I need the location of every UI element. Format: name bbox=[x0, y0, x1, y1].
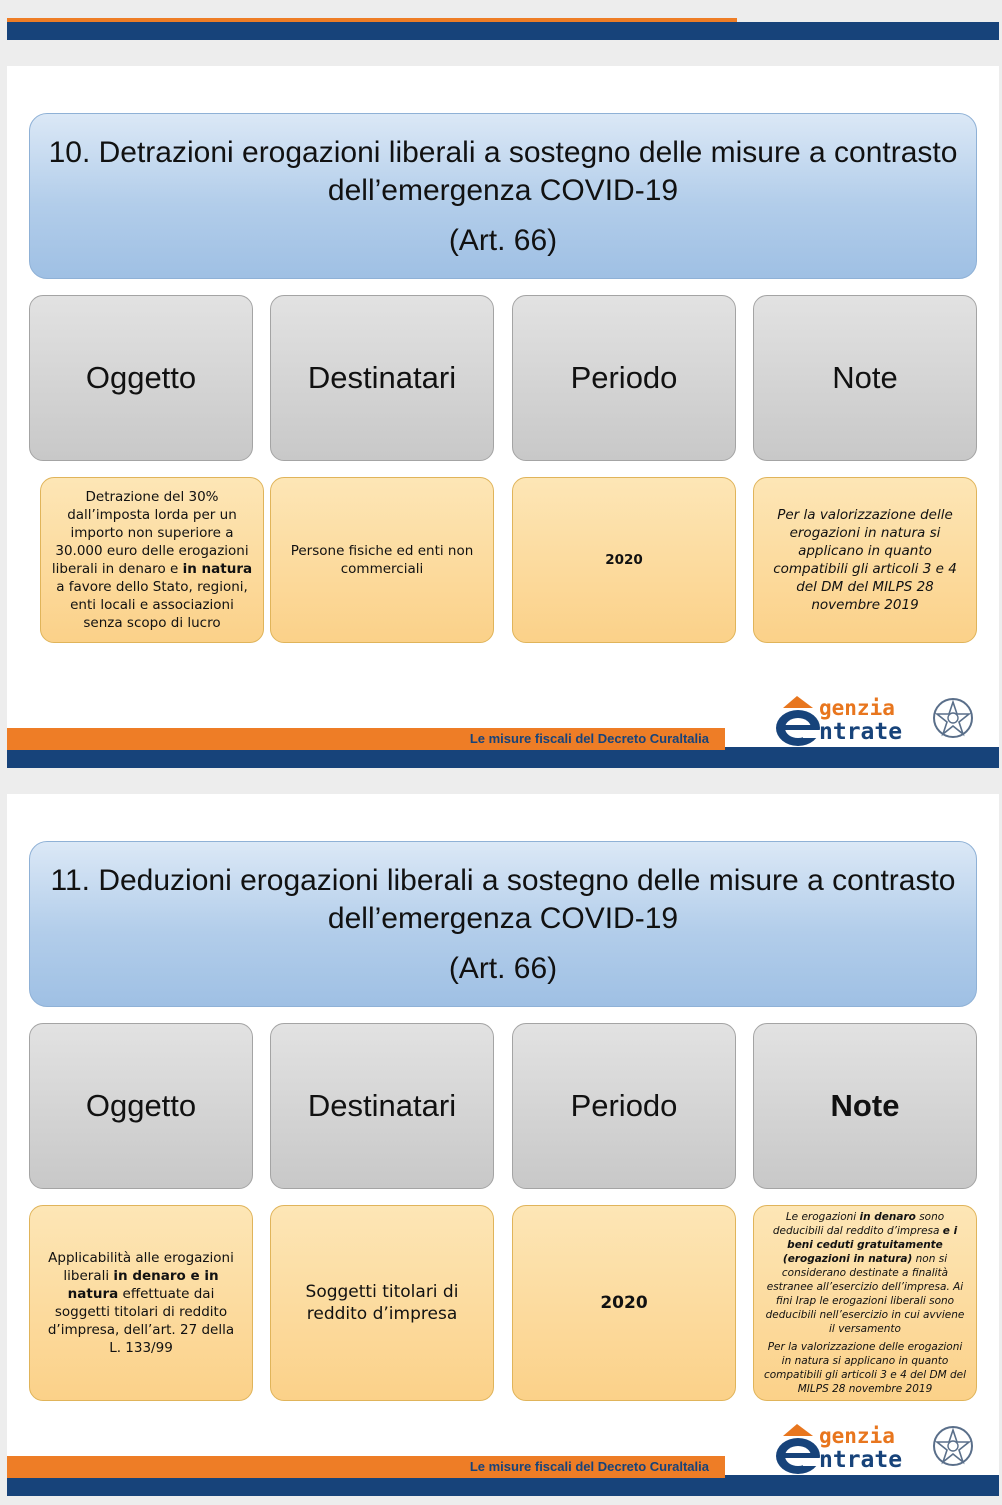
destinatari-text: Soggetti titolari di reddito d’impresa bbox=[305, 1282, 459, 1324]
content-oggetto bbox=[40, 477, 264, 643]
slide-title-box bbox=[29, 113, 977, 279]
header-note: Note bbox=[753, 295, 977, 461]
note-text-c: sono deducibili dal reddito d’impresa bbox=[772, 1211, 945, 1237]
oggetto-text-2: a favore dello Stato, regioni, enti locali e associazioni senza scopo di lucro bbox=[56, 579, 248, 631]
oggetto-text-bold: in natura bbox=[182, 561, 253, 577]
logo-e-icon bbox=[773, 1422, 823, 1478]
content-destinatari bbox=[270, 477, 494, 643]
header-oggetto: Oggetto bbox=[29, 1023, 253, 1189]
content-note bbox=[753, 477, 977, 643]
header-periodo: Periodo bbox=[512, 1023, 736, 1189]
note-text-a: Le erogazioni bbox=[785, 1211, 860, 1223]
note-text: Per la valorizzazione delle erogazioni in natura si applicano in quanto compatibili gli articoli 3 e 4 del DM del MILPS 28 novembre 2019 bbox=[773, 507, 957, 613]
logo-word-ntrate: ntrate bbox=[819, 1447, 903, 1473]
header-oggetto: Oggetto bbox=[29, 295, 253, 461]
bottom-bar bbox=[7, 1478, 999, 1496]
slide-article: (Art. 66) bbox=[448, 224, 558, 257]
note-text-b: in denaro bbox=[859, 1211, 916, 1223]
header-destinatari: Destinatari bbox=[270, 1023, 494, 1189]
oggetto-text-1: Applicabilità alle erogazioni liberali bbox=[48, 1250, 234, 1284]
slide-11 bbox=[7, 794, 999, 1478]
agenzia-entrate-logo bbox=[773, 694, 983, 750]
note-paragraph-1 bbox=[762, 1210, 968, 1336]
destinatari-text: Persone fisiche ed enti non commerciali bbox=[290, 543, 474, 577]
agenzia-entrate-logo bbox=[773, 1422, 983, 1478]
content-periodo bbox=[512, 1205, 736, 1401]
slide-title-box bbox=[29, 841, 977, 1007]
republic-emblem-icon bbox=[931, 696, 975, 740]
note-text-e: non si considerano destinate a finalità estranee all’esercizio dell’impresa. Ai fini Irap le erogazioni liberali sono deducibili nell’esercizio in cui avviene il versamento bbox=[765, 1253, 965, 1335]
slide-title: 10. Detrazioni erogazioni liberali a sostegno delle misure a contrasto dell’emergenza COVID-19 bbox=[48, 136, 958, 207]
footer-caption: Le misure fiscali del Decreto Curaltalia bbox=[469, 1459, 709, 1474]
logo-word-genzia: genzia bbox=[819, 696, 895, 720]
oggetto-text-bold: in denaro e in natura bbox=[67, 1268, 219, 1302]
oggetto-text-1: Detrazione del 30% dall’imposta lorda per un importo non superiore a 30.000 euro delle erogazioni liberali in denaro e bbox=[51, 489, 249, 577]
content-oggetto bbox=[29, 1205, 253, 1401]
footer-bar bbox=[7, 728, 725, 750]
content-note bbox=[753, 1205, 977, 1401]
header-note: Note bbox=[753, 1023, 977, 1189]
note-text-d: e i beni ceduti gratuitamente (erogazioni in natura) bbox=[782, 1225, 958, 1265]
footer-bar bbox=[7, 1456, 725, 1478]
content-periodo bbox=[512, 477, 736, 643]
republic-emblem-icon bbox=[931, 1424, 975, 1468]
periodo-text: 2020 bbox=[605, 552, 643, 568]
footer-caption: Le misure fiscali del Decreto Curaltalia bbox=[469, 731, 709, 746]
logo-word-ntrate: ntrate bbox=[819, 719, 903, 745]
logo-e-icon bbox=[773, 694, 823, 750]
periodo-text: 2020 bbox=[600, 1293, 648, 1313]
note-paragraph-2: Per la valorizzazione delle erogazioni in natura si applicano in quanto compatibili gli articoli 3 e 4 del DM del MILPS 28 novembre 2019 bbox=[763, 1341, 967, 1395]
header-periodo: Periodo bbox=[512, 295, 736, 461]
top-header-bar bbox=[7, 22, 999, 40]
logo-word-genzia: genzia bbox=[819, 1424, 895, 1448]
slide-10 bbox=[7, 66, 999, 750]
content-destinatari bbox=[270, 1205, 494, 1401]
slide-title: 11. Deduzioni erogazioni liberali a sostegno delle misure a contrasto dell’emergenza COVID-19 bbox=[50, 864, 956, 935]
separator-bar bbox=[7, 750, 999, 768]
oggetto-text-2: effettuate dai soggetti titolari di reddito d’impresa, dell’art. 27 della L. 133/99 bbox=[47, 1286, 235, 1356]
slide-article: (Art. 66) bbox=[448, 952, 558, 985]
header-destinatari: Destinatari bbox=[270, 295, 494, 461]
